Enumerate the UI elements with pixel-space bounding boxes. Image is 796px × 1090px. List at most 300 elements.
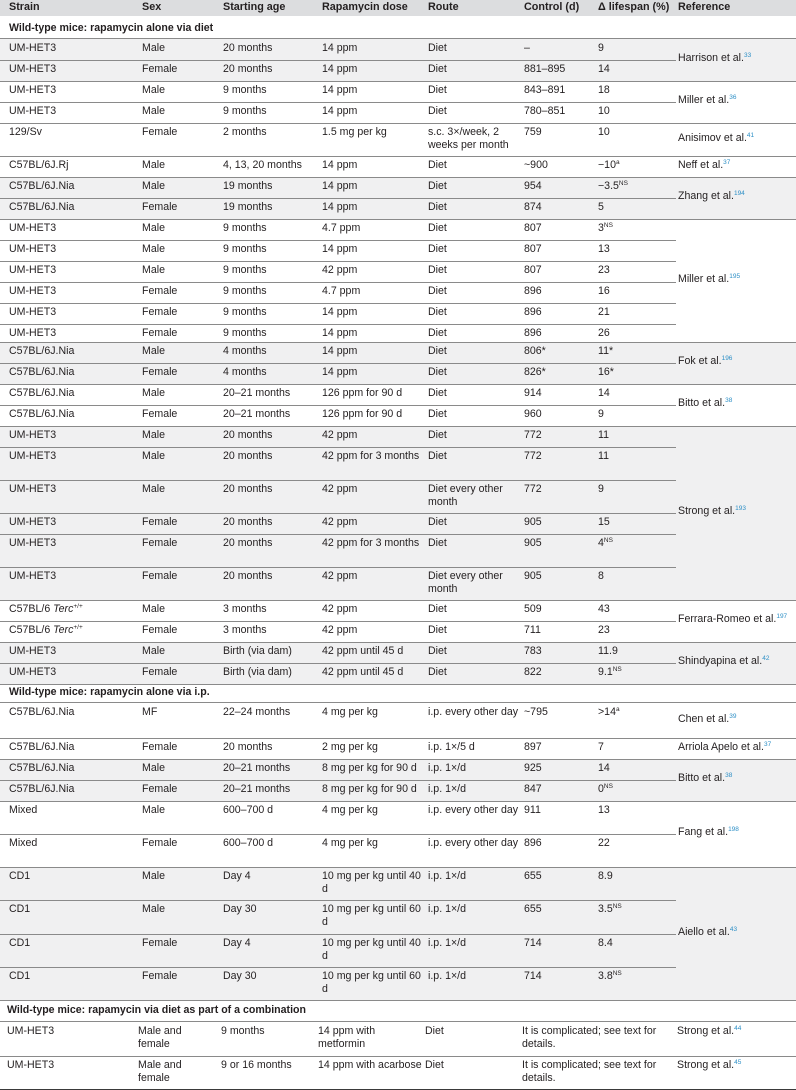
section-heading: Wild-type mice: rapamycin alone via i.p. [9,686,210,698]
cell-delta [598,387,676,400]
cell-text: 14 ppm [322,42,358,54]
cell-control [524,345,596,358]
cell-sex [142,603,220,616]
cell-dose [322,306,426,319]
significance-mark: NS [603,222,613,229]
cell-text: 772 [524,450,542,462]
cell-text: Male [142,429,165,441]
reference-number: 195 [729,273,741,280]
cell-delta [598,762,676,775]
cell-text: Female [142,783,178,795]
cell-text: 905 [524,537,542,549]
cell-strain [9,201,139,214]
cell-text: 3 [598,222,604,234]
cell-dose [322,180,426,193]
cell-text: C57BL/6J.Nia [9,741,75,753]
cell-text: 7 [598,741,604,753]
cell-sex [142,408,220,421]
table-row [0,780,796,801]
cell-strain [9,645,139,658]
significance-mark: NS [612,903,622,910]
cell-text: 896 [524,837,542,849]
cell-sex [142,970,220,983]
cell-strain [9,537,139,550]
cell-sex [142,63,220,76]
cell-route [428,126,520,152]
cell-route [428,937,520,950]
reference-cell [678,273,796,285]
cell-text: i.p. 1×/d [428,970,466,982]
reference-text: Fang et al. [678,826,729,838]
cell-sex [142,537,220,550]
cell-text: Female [142,570,178,582]
reference-cell [678,613,796,625]
cell-text: UM-HET3 [9,537,57,549]
row-divider [0,663,676,664]
cell-control [524,105,596,118]
cell-delta [598,159,676,172]
cell-text: 509 [524,603,542,615]
cell-text: C57BL/6J.Nia [9,706,75,718]
cell-dose [322,222,426,235]
cell-route [428,105,520,118]
header-dose: Rapamycin dose [322,1,408,13]
cell-sex [142,366,220,379]
cell-text: Diet [428,429,447,441]
cell-age [223,483,319,496]
cell-route [425,1059,517,1072]
cell-text: 15 [598,516,610,528]
cell-strain [9,603,139,616]
cell-text: C57BL/6 [9,603,54,615]
reference-cell [678,505,796,517]
cell-text: 843–891 [524,84,566,96]
cell-dose [322,516,426,529]
reference-text: Zhang et al. [678,190,734,202]
cell-text: 896 [524,285,542,297]
cell-text: 954 [524,180,542,192]
cell-text: 20–21 months [223,783,291,795]
cell-text: Male and female [138,1025,182,1050]
cell-sex [142,126,220,139]
cell-text: UM-HET3 [7,1059,55,1071]
cell-control [524,645,596,658]
cell-text: 22 [598,837,610,849]
cell-text: 14 [598,63,610,75]
cell-text: 4 mg per kg [322,706,378,718]
cell-dose [322,706,426,719]
cell-sex [142,937,220,950]
cell-delta [598,84,676,97]
cell-text: Mixed [9,837,38,849]
cell-text: 911 [524,804,541,816]
reference-cell [678,655,796,667]
cell-dose [322,327,426,340]
row-divider [0,1056,796,1057]
cell-text: It is complicated; see text for details. [522,1059,657,1084]
cell-text: Day 4 [223,870,251,882]
cell-sex [142,666,220,679]
cell-text: 4, 13, 20 months [223,159,302,171]
cell-strain [9,624,139,637]
cell-text: 16* [598,366,614,378]
reference-number: 38 [725,772,733,779]
cell-text: Diet [428,285,447,297]
cell-text: UM-HET3 [9,450,57,462]
cell-control [524,624,596,637]
cell-age [223,970,319,983]
cell-strain [9,903,139,916]
cell-text: 13 [598,243,610,255]
cell-text: UM-HET3 [7,1025,55,1037]
cell-sex [142,264,220,277]
cell-text: Diet [428,105,447,117]
cell-age [221,1059,317,1072]
reference-cell [678,772,796,784]
cell-delta [598,408,676,421]
cell-text: 20 months [223,537,273,549]
table-row [0,621,796,642]
cell-route [428,222,520,235]
cell-text: 20 months [223,429,273,441]
cell-text: Diet [428,345,447,357]
cell-text: UM-HET3 [9,105,57,117]
table-row [0,801,796,834]
cell-delta [598,429,676,442]
cell-dose [318,1025,422,1051]
cell-strain [9,741,139,754]
reference-text: Harrison et al. [678,52,744,64]
reference-text: Arriola Apelo et al. [678,741,764,753]
table-row [0,81,796,102]
cell-control [524,603,596,616]
cell-text: Male [142,450,165,462]
cell-text: Male [142,903,165,915]
cell-delta [598,201,676,214]
cell-strain [9,63,139,76]
cell-text: Diet [428,306,447,318]
cell-sex [138,1025,216,1051]
cell-age [223,264,319,277]
cell-age [223,741,319,754]
cell-age [223,408,319,421]
row-divider [0,780,676,781]
table-row [0,177,796,198]
cell-text: C57BL/6J.Rj [9,159,69,171]
reference-text: Strong et al. [677,1025,735,1037]
cell-dose [322,429,426,442]
cell-delta [598,105,676,118]
cell-strain [9,870,139,883]
cell-text: UM-HET3 [9,285,57,297]
cell-sex [142,837,220,850]
cell-dose [322,783,426,796]
cell-delta [598,63,676,76]
row-divider [0,177,796,178]
table-row [0,123,796,156]
cell-text: 714 [524,970,542,982]
cell-dose [318,1059,422,1072]
header-route: Route [428,1,459,13]
cell-strain [9,970,139,983]
cell-delta [598,222,676,235]
cell-age [223,666,319,679]
cell-text: 42 ppm until 45 d [322,666,404,678]
genotype: +/+ [73,603,83,610]
cell-age [223,783,319,796]
cell-text: 3.5 [598,903,613,915]
row-divider [0,38,796,39]
cell-route [428,706,520,719]
header-control: Control (d) [524,1,580,13]
cell-text: C57BL/6J.Nia [9,345,75,357]
cell-text: 9 months [223,243,267,255]
row-divider [0,81,796,82]
cell-route [428,804,520,817]
significance-mark: a [615,706,620,713]
cell-control [524,63,596,76]
cell-text: Diet [428,84,447,96]
reference-number: 43 [729,926,738,933]
cell-sex [142,285,220,298]
reference-cell [678,52,796,64]
cell-text: Female [142,516,178,528]
row-divider [0,123,796,124]
header-sex: Sex [142,1,162,13]
cell-age [223,903,319,916]
cell-strain [9,783,139,796]
cell-strain [9,243,139,256]
cell-text: i.p. every other day [428,706,519,718]
cell-age [223,180,319,193]
cell-route [428,180,520,193]
cell-control [524,741,596,754]
cell-strain [9,429,139,442]
cell-route [428,970,520,983]
cell-text: Diet [428,645,447,657]
cell-text: C57BL/6J.Nia [9,783,75,795]
cell-strain [9,264,139,277]
cell-text: 4 months [223,366,267,378]
cell-text: Female [142,408,178,420]
cell-text: UM-HET3 [9,306,57,318]
significance-mark: NS [612,970,622,977]
cell-text: i.p. every other day [428,837,519,849]
cell-route [428,603,520,616]
cell-delta [598,285,676,298]
cell-text: 42 ppm until 45 d [322,645,404,657]
cell-text: Birth (via dam) [223,645,292,657]
cell-dose [322,42,426,55]
cell-text: 806* [524,345,546,357]
cell-text: 600–700 d [223,804,274,816]
reference-text: Bitto et al. [678,397,726,409]
cell-text: 9 months [223,105,267,117]
table-row [0,198,796,219]
cell-text: Diet [428,450,447,462]
cell-text: 914 [524,387,542,399]
table-row [0,759,796,780]
cell-delta [598,516,676,529]
cell-text: 925 [524,762,542,774]
cell-text: 8.4 [598,937,613,949]
row-divider [0,282,676,283]
cell-sex [142,706,220,719]
cell-control [524,264,596,277]
cell-dose [322,126,426,139]
table-row [0,426,796,447]
cell-text: Diet [428,159,447,171]
reference-cell [678,355,796,367]
cell-control [524,387,596,400]
reference-number: 38 [725,397,733,404]
table-row [0,480,796,513]
cell-text: UM-HET3 [9,63,57,75]
cell-text: MF [142,706,158,718]
cell-text: Diet [428,387,447,399]
cell-text: 881–895 [524,63,566,75]
cell-text: 9 [598,42,604,54]
reference-number: 196 [721,355,733,362]
cell-text: 42 ppm [322,624,358,636]
cell-text: C57BL/6J.Nia [9,387,75,399]
cell-control [524,937,596,950]
cell-text: Birth (via dam) [223,666,292,678]
reference-text: Bitto et al. [678,772,726,784]
cell-text: Diet [428,222,447,234]
cell-text: 11* [598,345,614,357]
cell-sex [142,345,220,358]
cell-age [223,870,319,883]
cell-strain [9,84,139,97]
cell-text: 14 ppm with metformin [318,1025,376,1050]
cell-text: Male [142,603,165,615]
cell-control [524,706,596,719]
cell-route [428,159,520,172]
reference-text: Fok et al. [678,355,722,367]
cell-text: Male [142,483,165,495]
significance-mark: NS [603,537,613,544]
cell-text: Diet [428,516,447,528]
row-divider [0,1021,796,1022]
cell-text: Diet [428,42,447,54]
cell-text: C57BL/6 [9,624,54,636]
cell-age [223,42,319,55]
cell-route [428,762,520,775]
cell-sex [142,105,220,118]
cell-dose [322,870,426,896]
cell-text: 14 ppm with acarbose [318,1059,422,1071]
cell-delta [598,306,676,319]
cell-age [223,285,319,298]
cell-delta [598,804,676,817]
row-divider [0,102,676,103]
cell-text: Male [142,762,165,774]
cell-text: 14 ppm [322,105,358,117]
cell-text: 10 mg per kg until 40 d [322,870,421,895]
cell-delta [598,570,676,583]
cell-text: −10 [598,159,616,171]
cell-text: Female [142,970,178,982]
cell-text: 13 [598,804,610,816]
cell-strain [9,516,139,529]
cell-control [524,408,596,421]
significance-mark: a [615,159,620,166]
row-divider [0,363,676,364]
cell-control [524,483,596,496]
cell-control [524,870,596,883]
cell-text: 20 months [223,570,273,582]
cell-dose [322,937,426,963]
cell-text: 14 ppm [322,63,358,75]
cell-dose [322,159,426,172]
cell-delta [598,837,676,850]
table-row [0,447,796,480]
cell-text: 897 [524,741,542,753]
section-heading: Wild-type mice: rapamycin alone via diet [9,22,214,34]
cell-sex [142,201,220,214]
cell-text: 3.8 [598,970,613,982]
cell-dose [322,345,426,358]
table-row [0,567,796,600]
cell-text: 3 months [223,603,267,615]
cell-text: – [524,42,530,54]
reference-cell [678,132,796,144]
cell-text: 14 ppm [322,84,358,96]
cell-text: 10 [598,105,610,117]
cell-age [223,201,319,214]
row-divider [0,156,796,157]
reference-cell [678,926,796,938]
cell-text: 4.7 ppm [322,285,361,297]
cell-age [223,624,319,637]
cell-route [428,570,520,596]
cell-delta [598,870,676,883]
cell-text: 14 ppm [322,180,358,192]
cell-sex [142,870,220,883]
cell-dose [322,603,426,616]
cell-route [428,666,520,679]
cell-text: 822 [524,666,542,678]
cell-control [524,222,596,235]
cell-dose [322,837,426,850]
reference-number: 39 [729,713,737,720]
cell-strain [9,42,139,55]
cell-control [524,285,596,298]
cell-text: Male [142,804,165,816]
cell-strain [9,666,139,679]
cell-text: 4 months [223,345,267,357]
reference-text: Chen et al. [678,713,730,725]
reference-number: 198 [728,826,739,833]
reference-number: 45 [734,1059,742,1066]
cell-route [428,903,520,916]
cell-sex [142,84,220,97]
table-row [0,738,796,759]
row-divider [0,684,796,685]
table-header [0,0,796,16]
cell-text: 807 [524,222,542,234]
table-row [0,156,796,177]
cell-delta [598,264,676,277]
reference-number: 33 [743,52,752,59]
header-starting-age: Starting age [223,1,286,13]
cell-dose [322,264,426,277]
cell-text: −3.5 [598,180,619,192]
cell-text: Male [142,264,165,276]
cell-text: 8 [598,570,604,582]
cell-control [524,84,596,97]
